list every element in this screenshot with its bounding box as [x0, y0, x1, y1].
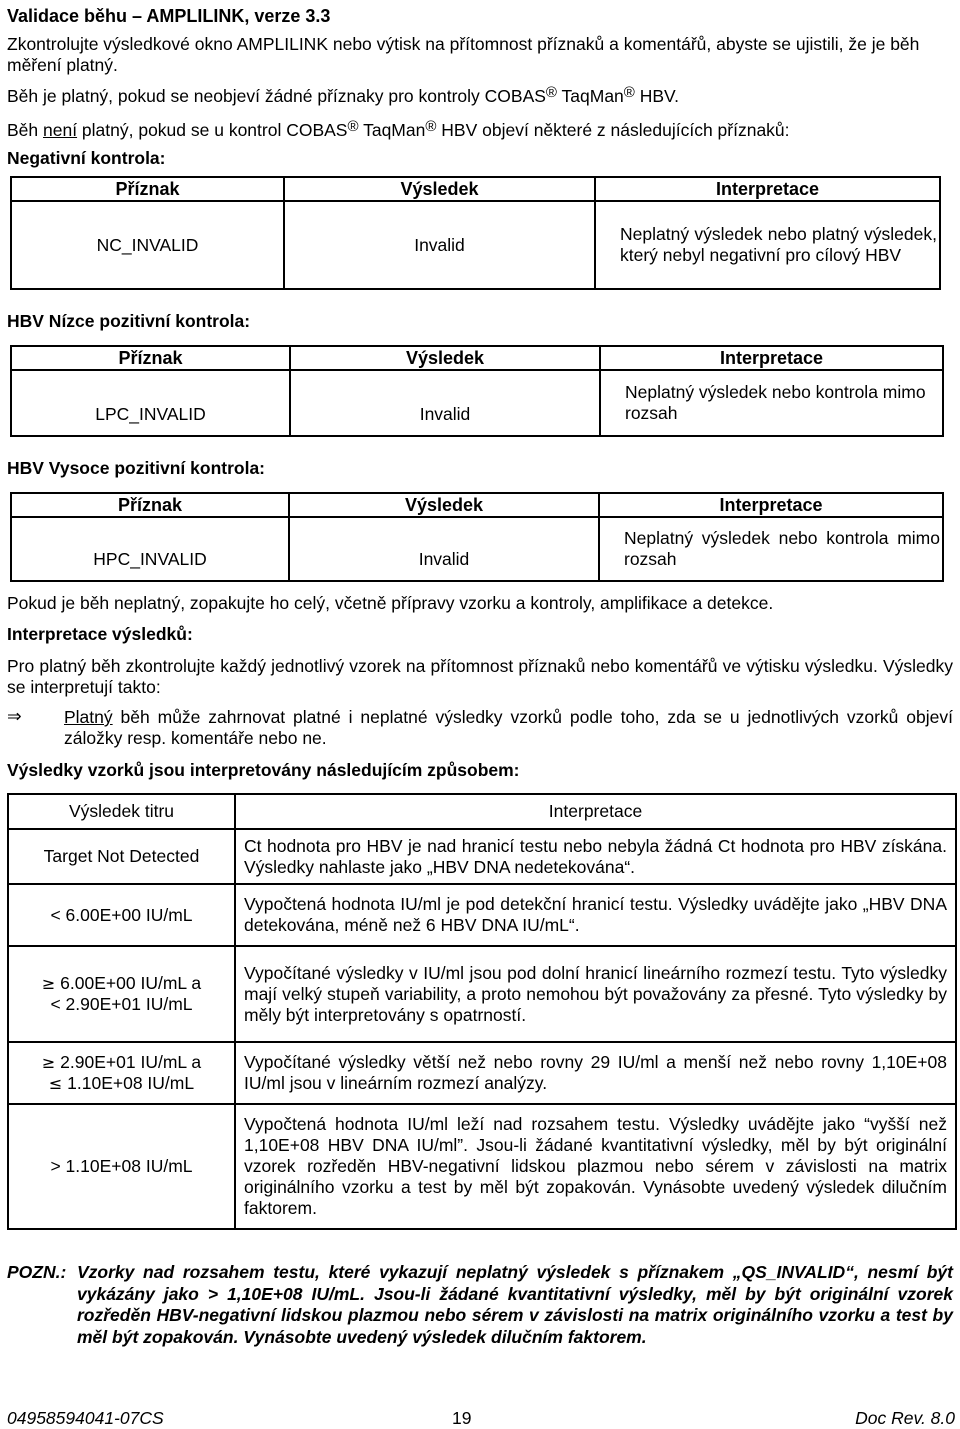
titer-cell: Target Not Detected	[8, 829, 235, 884]
run-invalid-statement: Běh není platný, pokud se u kontrol COBAS® TaqMan® HBV objeví některé z následujících příznaků:	[7, 118, 790, 140]
interpretation-text: Pro platný běh zkontrolujte každý jednotlivý vzorek na přítomnost příznaků nebo komentářů ve výtisku výsledku. Výsledky se interpretují takto:	[7, 656, 953, 697]
results-table	[7, 793, 957, 1230]
col-interpretation: Interpretace	[235, 794, 956, 829]
results-heading: Výsledky vzorků jsou interpretovány následujícím způsobem:	[7, 760, 520, 780]
titer-cell: ≥ 2.90E+01 IU/mL a ≤ 1.10E+08 IU/mL	[8, 1042, 235, 1104]
greater-equal-icon: ≥	[41, 1053, 56, 1072]
interpretation-cell: Vypočítané výsledky v IU/ml jsou pod dolní hranicí lineárního rozmezí testu. Tyto výsledky mají velký stupeň variability, a proto nemohou být považovány za přesné. Tyto výsledky by měly být interpretovány s opatrností.	[235, 946, 956, 1042]
flag-value: LPC_INVALID	[11, 370, 290, 436]
negative-control-heading: Negativní kontrola:	[7, 148, 166, 168]
low-positive-control-table	[10, 345, 944, 437]
titer-cell: > 1.10E+08 IU/mL	[8, 1104, 235, 1229]
col-flag: Příznak	[11, 177, 284, 201]
result-value: Invalid	[289, 517, 599, 581]
footer-doc-revision: Doc Rev. 8.0	[855, 1408, 955, 1428]
col-interpretation: Interpretace	[595, 177, 940, 201]
interpretation-value: Neplatný výsledek nebo platný výsledek, který nebyl negativní pro cílový HBV	[595, 201, 940, 289]
footer-page-number: 19	[452, 1408, 472, 1428]
col-titer-result: Výsledek titru	[8, 794, 235, 829]
titer-cell: ≥ 6.00E+00 IU/mL a < 2.90E+01 IU/mL	[8, 946, 235, 1042]
col-interpretation: Interpretace	[599, 493, 943, 517]
interpretation-cell: Vypočítané výsledky větší než nebo rovny 29 IU/ml a menší než nebo rovny 1,10E+08 IU/ml jsou v lineárním rozmezí analýzy.	[235, 1042, 956, 1104]
repeat-run-instruction: Pokud je běh neplatný, zopakujte ho celý, včetně přípravy vzorku a kontroly, amplifikace a detekce.	[7, 593, 774, 613]
col-interpretation: Interpretace	[600, 346, 943, 370]
interpretation-cell: Vypočtená hodnota IU/ml je pod detekční hranicí testu. Výsledky uvádějte jako „HBV DNA detekována, méně než 6 HBV DNA IU/mL“.	[235, 884, 956, 946]
result-value: Invalid	[284, 201, 595, 289]
high-positive-control-heading: HBV Vysoce pozitivní kontrola:	[7, 458, 266, 478]
interpretation-value: Neplatný výsledek nebo kontrola mimo rozsah	[600, 370, 943, 436]
col-result: Výsledek	[289, 493, 599, 517]
interpretation-cell: Vypočtená hodnota IU/ml leží nad rozsahem testu. Výsledky uvádějte jako “vyšší než 1,10E+08 HBV DNA IU/ml”. Jsou-li žádané kvantitativní výsledky, měl by být originální vzorek rozředěn HBV-negativní lidskou plazmou nebo sérem v závislosti na matrix originálního vzorku a test by měl být zopakován. Vynásobte uvedený výsledek dilučním faktorem.	[235, 1104, 956, 1229]
col-flag: Příznak	[11, 346, 290, 370]
flag-value: HPC_INVALID	[11, 517, 289, 581]
note-label: POZN.:	[7, 1262, 67, 1282]
greater-equal-icon: ≥	[41, 974, 56, 993]
col-flag: Příznak	[11, 493, 289, 517]
intro-paragraph: Zkontrolujte výsledkové okno AMPLILINK nebo výtisk na přítomnost příznaků a komentářů, abyste se ujistili, že je běh měření platný.	[7, 34, 920, 75]
run-valid-statement: Běh je platný, pokud se neobjeví žádné příznaky pro kontroly COBAS® TaqMan® HBV.	[7, 84, 679, 106]
col-result: Výsledek	[284, 177, 595, 201]
interpretation-value: Neplatný výsledek nebo kontrola mimo rozsah	[599, 517, 943, 581]
col-result: Výsledek	[290, 346, 600, 370]
note-text: Vzorky nad rozsahem testu, které vykazují neplatný výsledek s příznakem „QS_INVALID“, nesmí být vykázány jako > 1,10E+08 IU/mL. Jsou-li žádané kvantitativní výsledky, měl by být originální vzorek rozředěn HBV-negativní lidskou plazmou nebo sérem v závislosti na matrix originálního vzorku a test by měl být zopakován. Vynásobte uvedený výsledek dilučním faktorem.	[77, 1262, 953, 1347]
footer-doc-code: 04958594041-07CS	[7, 1408, 164, 1428]
less-equal-icon: ≤	[48, 1074, 63, 1093]
titer-cell: < 6.00E+00 IU/mL	[8, 884, 235, 946]
arrow-icon: ⇒	[7, 707, 22, 727]
negative-control-table	[10, 176, 941, 290]
flag-value: NC_INVALID	[11, 201, 284, 289]
interpretation-cell: Ct hodnota pro HBV je nad hranicí testu nebo nebyla žádná Ct hodnota pro HBV získána. Výsledky nahlaste jako „HBV DNA nedetekována“.	[235, 829, 956, 884]
high-positive-control-table	[10, 492, 944, 582]
bullet-text: Platný běh může zahrnovat platné i neplatné výsledky vzorků podle toho, zda se u jednotlivých vzorků objeví záložky resp. komentáře nebo ne.	[64, 707, 953, 748]
page-title: Validace běhu – AMPLILINK, verze 3.3	[7, 6, 331, 26]
interpretation-heading: Interpretace výsledků:	[7, 624, 193, 644]
low-positive-control-heading: HBV Nízce pozitivní kontrola:	[7, 311, 251, 331]
result-value: Invalid	[290, 370, 600, 436]
